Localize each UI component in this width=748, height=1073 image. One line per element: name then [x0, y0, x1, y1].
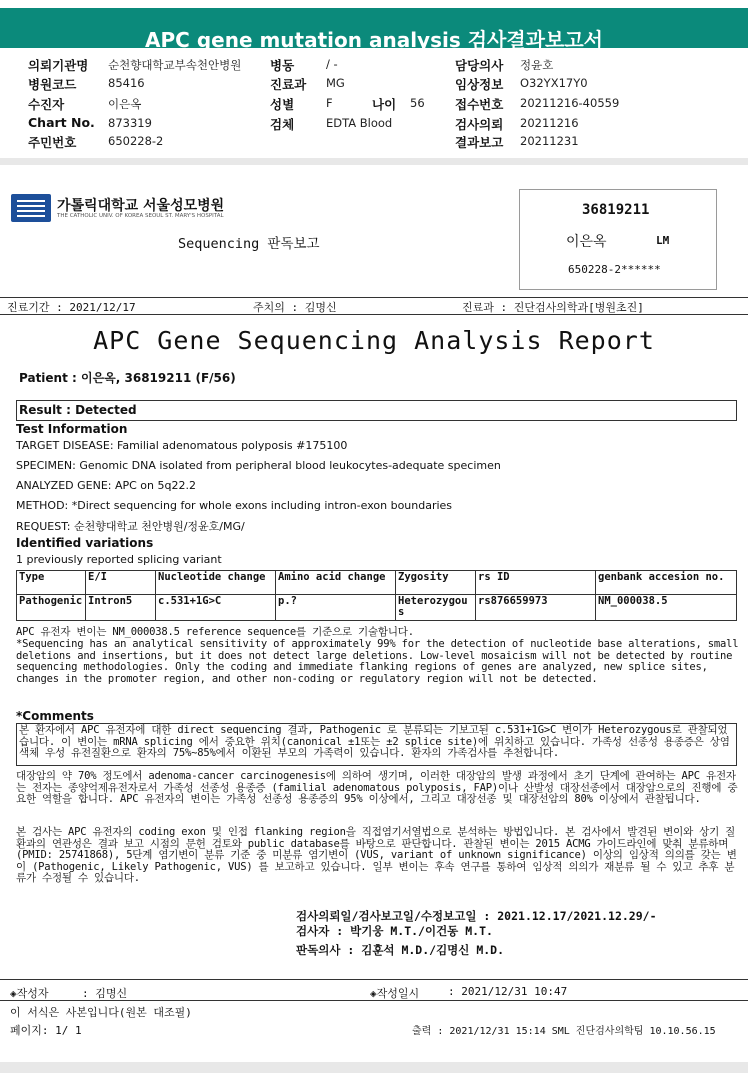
info-value: O32YX17Y0 — [520, 76, 588, 90]
table-header: genbank accesion no. — [596, 571, 737, 595]
info-label: 검사의뢰 — [455, 117, 504, 132]
patient-label-box — [519, 189, 717, 290]
patient-summary: Patient : 이은옥, 36819211 (F/56) — [19, 371, 236, 385]
author: : 김명신 — [82, 987, 128, 1000]
method: METHOD: *Direct sequencing for whole exons including intron-exon boundaries — [16, 499, 453, 512]
hospital-name: 가톨릭대학교 서울성모병원 — [57, 198, 225, 214]
info-label: 수진자 — [28, 97, 65, 112]
info-label: 접수번호 — [455, 97, 504, 112]
report-title: APC gene mutation analysis 검사결과보고서 — [145, 28, 603, 52]
variations-sub: 1 previously reported splicing variant — [16, 553, 222, 566]
info-label: Chart No. — [28, 115, 95, 130]
comment-3: 본 검사는 APC 유전자의 coding exon 및 인접 flanking region을 직접염기서열법으로 분석하는 방법입니다. 본 검사에서 발견된 변이와 상기 질환과의 연관성은 결과 보고 시점의 문헌 검토와 public database를 바탕으로 판단합니다. 관찰된 변이는 2015 ACMG 가이드라인에 맞춰 분류하며 (PMID: 25741868), 5단계 염기변이 분류 기준 중 미분류 염기변이 (VUS, variant of unknown significance) 이상의 임상적 의의를 갖는 변이 (Pathogenic, Likely Pathogenic, VUS) 를 보고하고 있습니다. 일부 변이는 후속 연구를 통하여 임상적 의의가 재분류 될 수 있고 추후 분류가 수정될 수 있습니다. — [16, 826, 737, 884]
table-header: Amino acid change — [276, 571, 396, 595]
info-label: 진료과 — [270, 77, 307, 92]
info-value: 20211231 — [520, 134, 579, 148]
patient-ssn: 650228-2****** — [568, 263, 661, 276]
report-banner — [0, 0, 748, 52]
info-value: 20211216 — [520, 116, 579, 130]
visit-dept: 진료과 : 진단검사의학과[병원초진] — [462, 301, 644, 314]
info-label: 나이 — [372, 97, 397, 112]
variations-heading: Identified variations — [16, 536, 154, 550]
visit-doctor: 주치의 : 김명신 — [253, 301, 337, 314]
signoff-tester: 검사자 : 박기웅 M.T./이건동 M.T. — [296, 924, 493, 938]
date-label: ◈작성일시 — [370, 987, 420, 1000]
info-label: 결과보고 — [455, 135, 504, 150]
signoff-dates: 검사의뢰일/검사보고일/수정보고일 : 2021.12.17/2021.12.29/- — [296, 909, 657, 923]
note-reference: APC 유전자 변이는 NM_000038.5 reference sequence를 기준으로 기술함니다. — [16, 626, 414, 638]
table-header: E/I — [86, 571, 156, 595]
patient-id: 36819211 — [582, 202, 650, 218]
info-label: 성별 — [270, 97, 295, 112]
info-label: 임상정보 — [455, 77, 504, 92]
report-heading: APC Gene Sequencing Analysis Report — [93, 326, 655, 355]
comments-heading: *Comments — [16, 709, 94, 723]
signoff-reader: 판독의사 : 김훈석 M.D./김명신 M.D. — [296, 943, 505, 957]
comment-1: 본 환자에서 APC 유전자에 대한 direct sequencing 결과, Pathogenic 로 분류되는 기보고된 c.531+1G>C 변이가 Heterozygous로 관찰되었습니다. 이 변이는 mRNA splicing 에서 중요한 위치(canonical ±1또는 ±2 splice site)에 위치하고 있습니다. 가족성 선종성 용종증은 상염색체 우성 유전질환으로 환자의 75%~85%에서 이환된 부모의 가족력이 있습니다. 환자의 가족검사를 추천합니다. — [19, 724, 730, 759]
info-label: 병동 — [270, 58, 295, 73]
table-cell: NM_000038.5 — [596, 595, 737, 621]
page-number: 페이지: 1/ 1 — [10, 1024, 82, 1037]
visit-period: 진료기간 : 2021/12/17 — [7, 301, 136, 314]
info-value: 56 — [410, 96, 425, 110]
info-value: 873319 — [108, 116, 152, 130]
info-value: EDTA Blood — [326, 116, 393, 130]
print-info: 출력 : 2021/12/31 15:14 SML 진단검사의학팀 10.10.56.15 — [412, 1026, 716, 1037]
author-label: ◈작성자 — [10, 987, 49, 1000]
info-value: MG — [326, 76, 345, 90]
patient-name: 이은옥 — [566, 234, 607, 250]
result-box — [16, 400, 737, 421]
specimen: SPECIMEN: Genomic DNA isolated from peripheral blood leukocytes-adequate specimen — [16, 459, 501, 472]
section-separator — [0, 158, 748, 165]
info-value: 20211216-40559 — [520, 96, 620, 110]
table-row — [17, 595, 737, 621]
result-status: Result : Detected — [19, 403, 137, 417]
info-value: F — [326, 96, 333, 110]
table-cell: Intron5 — [86, 595, 156, 621]
table-header: Zygosity — [396, 571, 476, 595]
info-label: 주민번호 — [28, 135, 77, 150]
hospital-logo-icon — [11, 194, 51, 222]
note-sensitivity: *Sequencing has an analytical sensitivity of approximately 99% for the detection of nucleotide base alterations, small deletions and insertions, but it does not detect large deletions. Low-level mosaicism will not be detected by routine sequencing methodologies. Only the coding and immediate flanking regions of genes are analyzed, new splice sites, changes in the promoter region, and other non-coding or regulatory region will not be detected. — [16, 638, 739, 685]
table-header: Type — [17, 571, 86, 595]
table-header: rs ID — [476, 571, 596, 595]
report-type: Sequencing 판독보고 — [178, 236, 320, 252]
info-value: / - — [326, 57, 338, 71]
info-label: 검체 — [270, 117, 295, 132]
patient-code: LM — [656, 234, 670, 247]
variant-table — [16, 570, 737, 621]
written-date: : 2021/12/31 10:47 — [448, 985, 568, 998]
info-value: 85416 — [108, 76, 145, 90]
table-cell: rs876659973 — [476, 595, 596, 621]
comment-2: 대장암의 약 70% 정도에서 adenoma-cancer carcinogenesis에 의하여 생기며, 이러한 대장암의 발생 과정에서 초기 단계에 관여하는 APC 유전자는 전자는 종양억제유전자로서 가족성 선종성 용종증 (familial adenomatous polyposis, FAP)이나 산발성 대장선종에서 대장암으로의 진행에 중요한 역할을 합니다. APC 유전자의 변이는 가족성 선종성 용종증의 95% 이상에서, 그리고 대장선종 및 대장선암의 80% 이상에서 관찰됩니다. — [16, 770, 738, 805]
copy-note: 이 서식은 사본입니다(원본 대조필) — [10, 1006, 192, 1019]
target-disease: TARGET DISEASE: Familial adenomatous polyposis #175100 — [16, 439, 348, 452]
info-label: 담당의사 — [455, 58, 504, 73]
table-header: Nucleotide change — [156, 571, 276, 595]
table-header-row — [17, 571, 737, 595]
table-cell: c.531+1G>C — [156, 595, 276, 621]
info-value: 이은옥 — [108, 97, 142, 111]
table-cell: Heterozygous — [396, 595, 476, 621]
info-value: 650228-2 — [108, 134, 164, 148]
info-value: 순천향대학교부속천안병원 — [108, 58, 242, 72]
info-label: 병원코드 — [28, 77, 77, 92]
info-label: 의뢰기관명 — [28, 58, 89, 73]
table-cell: p.? — [276, 595, 396, 621]
test-info-heading: Test Information — [16, 422, 128, 436]
table-cell: Pathogenic — [17, 595, 86, 621]
request: REQUEST: 순천향대학교 천안병원/정윤호/MG/ — [16, 520, 245, 533]
analyzed-gene: ANALYZED GENE: APC on 5q22.2 — [16, 479, 196, 492]
hospital-name-en: THE CATHOLIC UNIV. OF KOREA SEOUL ST. MARY'S HOSPITAL — [57, 213, 224, 219]
info-value: 정윤호 — [520, 58, 554, 72]
